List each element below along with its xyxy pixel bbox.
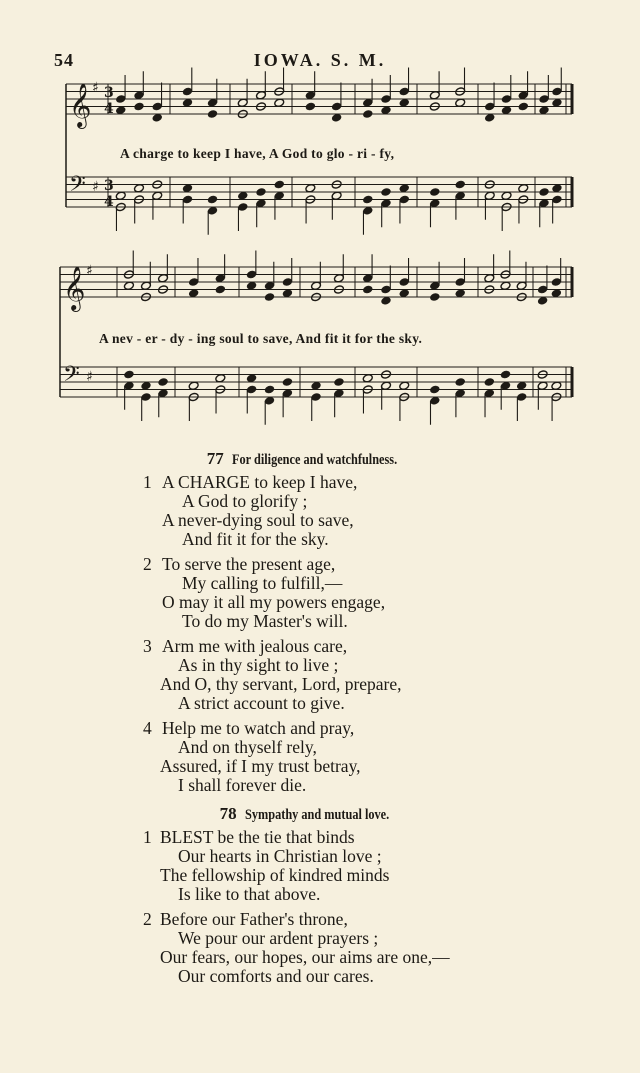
verse-line: And fit it for the sky. [182, 529, 329, 549]
note-head [256, 187, 267, 196]
sharp-icon: ♯ [86, 369, 93, 385]
hymn-number: 77 [206, 449, 224, 468]
verse-line: As in thy sight to live ; [178, 655, 339, 675]
note-head [381, 187, 392, 196]
verse-line: Before our Father's throne, [160, 909, 348, 929]
time-signature: 4 [104, 194, 114, 210]
note-head [518, 102, 529, 111]
verse-line: O may it all my powers engage, [162, 592, 386, 612]
note-head [215, 285, 226, 294]
verse-line: To do my Master's will. [182, 611, 348, 631]
note-head [282, 377, 293, 386]
note-head [362, 109, 373, 118]
note-head [207, 195, 218, 204]
stanza-number: 3 [143, 636, 152, 656]
treble-clef-icon: 𝄞 [63, 266, 86, 310]
note-head [455, 377, 466, 386]
note-head [484, 377, 495, 386]
verse-line: We pour our ardent prayers ; [178, 928, 379, 948]
page-number: 54 [54, 50, 74, 70]
lyrics-line-1: A charge to keep I have, A God to glo - ri - fy, [120, 146, 395, 161]
verse-line: To serve the present age, [162, 554, 336, 574]
sharp-icon: ♯ [86, 263, 93, 279]
bass-clef-icon: 𝄢 [63, 362, 80, 392]
hymn-subject: For diligence and watchfulness. [231, 452, 397, 468]
verse-line: And O, thy servant, Lord, prepare, [160, 674, 402, 694]
note-head [455, 180, 466, 189]
verse-line: Assured, if I my trust betray, [160, 756, 361, 776]
note-head [123, 370, 134, 379]
time-signature: 3 [104, 178, 114, 194]
time-signature: 3 [104, 85, 114, 101]
hymn-number: 78 [219, 804, 237, 823]
verse-line: A strict account to give. [178, 693, 345, 713]
note-head [264, 385, 275, 394]
verse-line: A never-dying soul to save, [162, 510, 354, 530]
stanza-number: 1 [143, 827, 152, 847]
verse-line: Help me to watch and pray, [162, 718, 355, 738]
verse-line: Is like to that above. [178, 884, 321, 904]
note-head [158, 377, 169, 386]
hymn-subject: Sympathy and mutual love. [244, 807, 389, 823]
note-head [500, 370, 511, 379]
note-head [362, 285, 373, 294]
verse-line: My calling to fulfill,— [182, 573, 343, 593]
treble-clef-icon: 𝄞 [69, 83, 92, 127]
verse-line: The fellowship of kindred minds [160, 865, 390, 885]
stanza-number: 2 [143, 554, 152, 574]
note-head [207, 109, 218, 118]
note-head [429, 292, 440, 301]
time-signature: 4 [104, 101, 114, 117]
verse-line: BLEST be the tie that binds [160, 827, 355, 847]
note-head [134, 102, 145, 111]
lyrics-line-2: A nev - er - dy - ing soul to save, And fit it for the sky. [99, 331, 423, 346]
verse-line: I shall forever die. [178, 775, 307, 795]
verse-line: A CHARGE to keep I have, [162, 472, 358, 492]
note-head [305, 102, 316, 111]
note-head [362, 195, 373, 204]
note-head [334, 377, 345, 386]
hymn-heading-77 [0, 449, 640, 469]
stanza-number: 4 [143, 718, 152, 738]
verse-line: Arm me with jealous care, [162, 636, 348, 656]
sharp-icon: ♯ [92, 80, 99, 96]
sharp-icon: ♯ [92, 179, 99, 195]
verse-line: Our fears, our hopes, our aims are one,— [160, 947, 450, 967]
stanza-number: 1 [143, 472, 152, 492]
bass-clef-icon: 𝄢 [69, 172, 86, 202]
note-head [429, 385, 440, 394]
note-head [274, 180, 285, 189]
note-head [429, 187, 440, 196]
hymn-heading-78 [0, 804, 640, 824]
stanza-number: 2 [143, 909, 152, 929]
note-head [264, 292, 275, 301]
note-head [539, 187, 550, 196]
verse-line: And on thyself rely, [178, 737, 317, 757]
verse-line: Our hearts in Christian love ; [178, 846, 382, 866]
tune-title: IOWA. S. M. [253, 50, 387, 70]
verse-line: A God to glorify ; [182, 491, 308, 511]
verse-line: Our comforts and our cares. [178, 966, 374, 986]
